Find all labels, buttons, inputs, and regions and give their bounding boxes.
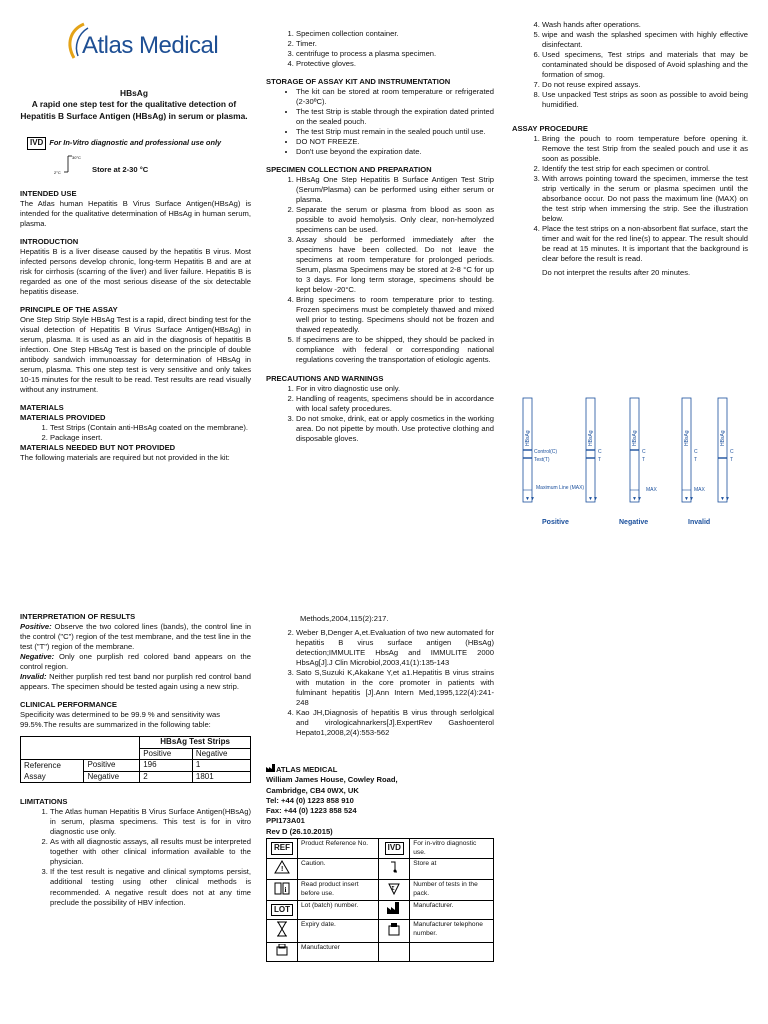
svg-text:▼▼: ▼▼	[684, 496, 694, 502]
list-item: • Don't use beyond the expiration date.	[296, 147, 494, 157]
list-item: 5. If specimens are to be shipped, they should be packed in compliance with federal or corresponding national regulations covering the transportation of etiologic agents.	[296, 335, 494, 365]
thermometer-icon	[52, 154, 82, 176]
list-item: 4. Wash hands after operations.	[542, 20, 748, 30]
product-title-block	[18, 88, 250, 122]
test-strip-illustration	[512, 396, 748, 532]
table-row	[267, 838, 494, 858]
materials-provided-heading: MATERIALS PROVIDED	[20, 413, 106, 423]
table-row	[21, 771, 251, 783]
storage-list	[266, 87, 494, 157]
symbol-label: Caution.	[298, 859, 379, 880]
table-row	[267, 901, 494, 920]
list-item: 1. HBsAg One Step Hepatitis B Surface Antigen Test Strip (Serum/Plasma) can be performed using either serum or plasma.	[296, 175, 494, 205]
manufacturer-name: ATLAS MEDICAL	[276, 765, 338, 775]
strip-label: HBsAg	[720, 430, 726, 446]
list-item: 5. wipe and wash the splashed specimen with highly effective disinfectant.	[542, 30, 748, 50]
list-item: 2. Timer.	[296, 39, 494, 49]
interpretation-heading: INTERPRETATION OF RESULTS	[20, 612, 136, 621]
negative-label: Negative:	[20, 652, 55, 662]
list-item: 3. Assay should be performed immediately after the specimens have been collected. Do not leave the specimens at room temperature for prolonged periods. Serum, plasma Specimens may be stored at 2-8 °C for up to 3 days. For long term storage, specimens should be kept below -20°C.	[296, 235, 494, 295]
symbol-label: Lot (batch) number.	[298, 901, 379, 920]
strip-label: HBsAg	[632, 430, 638, 446]
table-cell: Negative	[84, 771, 140, 783]
list-item: • The test Strip must remain in the sealed pouch until use.	[296, 127, 494, 137]
list-item: 3. Sato S,Suzuki K,Akakane Y,et a1.Hepatitis B virus strains with mutation in the core promoter in patients with fulminant hepatitis [J].Ann Intern Med,1995,122(4):241-248	[296, 668, 494, 708]
list-item: 7. Do not reuse expired assays.	[542, 80, 748, 90]
procedure-heading: ASSAY PROCEDURE	[512, 124, 588, 134]
invalid-caption: Invalid	[688, 519, 711, 526]
t-label: T	[694, 457, 698, 463]
interp-invalid	[20, 672, 251, 692]
reference-1-tail: Methods,2004,115(2):217.	[300, 614, 389, 623]
svg-text:▼▼: ▼▼	[588, 496, 598, 502]
table-title: HBsAg Test Strips	[140, 737, 251, 749]
symbols-table	[266, 838, 494, 962]
list-item: 4. Bring specimens to room temperature prior to testing. Frozen specimens must be completely thawed and mixed well prior to testing. Specimens should not be frozen and thawed repeatedly.	[296, 295, 494, 335]
c-label: C	[642, 449, 646, 455]
symbol-label: For in-vitro diagnostic use.	[410, 838, 494, 858]
list-item: • The test Strip is stable through the expiration dated printed on the sealed pouch.	[296, 107, 494, 127]
row-label: Reference	[21, 760, 84, 772]
t-label: T	[730, 457, 734, 463]
list-item: 6. Used specimens, Test strips and materials that may be contaminated should be disposed of Avoid splashing and the formation of smog.	[542, 50, 748, 80]
manufacturer-icon	[387, 902, 401, 914]
list-item: 1. Specimen collection container.	[296, 29, 494, 39]
list-item: 2. Separate the serum or plasma from blood as soon as possible to avoid hemolysis. Only clear, non-hemolyzed specimens can be used.	[296, 205, 494, 235]
table-row	[267, 880, 494, 901]
store-icon-top: 30°C	[72, 155, 81, 160]
strip-negative	[630, 398, 642, 502]
column-2-bottom	[266, 614, 494, 962]
atlas-medical-logo	[62, 22, 219, 62]
interp-positive	[20, 622, 251, 652]
list-item: 4. Protective gloves.	[296, 59, 494, 69]
table-cell: 2	[140, 771, 193, 783]
svg-text:!: !	[281, 866, 284, 874]
symbol-label: Product Reference No.	[298, 838, 379, 858]
fax-icon	[275, 944, 289, 956]
svg-text:▼▼: ▼▼	[525, 496, 535, 502]
product-subtitle: A rapid one step test for the qualitative detection of Hepatitis B Surface Antigen (HBsAg) in serum or plasma.	[20, 99, 248, 121]
positive-caption: Positive	[542, 519, 569, 526]
list-item: 1. Bring the pouch to room temperature before opening it. Remove the test Strip from the sealed pouch and use it as soon as possible.	[542, 134, 748, 164]
list-item: 3. Do not smoke, drink, eat or apply cosmetics in the working area. Do not pipette by mouth. Use protective clothing and disposable gloves.	[296, 414, 494, 444]
manufacturer-address2: Cambridge, CB4 0WX, UK	[266, 785, 359, 795]
ivd-icon: IVD	[385, 842, 404, 855]
control-line-label: Control(C)	[534, 449, 558, 455]
list-item: • DO NOT FREEZE.	[296, 137, 494, 147]
list-item: 8. Use unpacked Test strips as soon as possible to avoid being humidified.	[542, 90, 748, 110]
max-line-label: Maximum Line (MAX)	[536, 485, 585, 491]
symbol-label: Manufacturer.	[410, 901, 494, 920]
strip-invalid-1	[682, 398, 694, 502]
strip-label: HBsAg	[684, 430, 690, 446]
strip-positive-2	[586, 398, 598, 502]
svg-text:▼▼: ▼▼	[720, 496, 730, 502]
ref-icon: REF	[271, 842, 293, 855]
manufacturer-fax: Fax: +44 (0) 1223 858 524	[266, 806, 357, 816]
principle-heading: PRINCIPLE OF THE ASSAY	[20, 305, 118, 315]
list-item: 1. For in vitro diagnostic use only.	[296, 384, 494, 394]
table-cell: 1801	[192, 771, 250, 783]
column-1-top	[20, 183, 251, 469]
list-item: 2. Identify the test strip for each specimen or control.	[542, 164, 748, 174]
telephone-icon	[387, 922, 401, 936]
ivd-text: For In-Vitro diagnostic and professional use only	[49, 138, 222, 147]
precautions-heading: PRECAUTIONS AND WARNINGS	[266, 373, 384, 383]
list-item: • The kit can be stored at room temperature or refrigerated (2-30ºC).	[296, 87, 494, 107]
manufacturer-name-line	[266, 764, 494, 775]
t-label: T	[598, 457, 602, 463]
procedure-list	[512, 134, 748, 264]
c-label: C	[598, 449, 602, 455]
references-list	[266, 628, 494, 738]
column-2-top	[266, 20, 494, 448]
column-1-bottom	[20, 612, 251, 912]
expiry-hourglass-icon	[275, 921, 289, 937]
intended-use-heading: INTENDED USE	[20, 189, 77, 198]
table-row	[267, 919, 494, 942]
precautions-list-a	[266, 384, 494, 444]
symbol-label: Manufacturer	[298, 942, 379, 961]
svg-text:i: i	[284, 886, 287, 895]
c-label: C	[730, 449, 734, 455]
strip-label: HBsAg	[525, 430, 531, 446]
factory-icon	[266, 764, 276, 772]
clinical-heading: CLINICAL PERFORMANCE	[20, 700, 117, 710]
brand-name: Atlas Medical	[82, 32, 219, 59]
t-label: T	[642, 457, 646, 463]
table-header: Negative	[192, 748, 250, 760]
manufacturer-address1: William James House, Cowley Road,	[266, 775, 398, 785]
c-label: C	[694, 449, 698, 455]
storage-heading: STORAGE OF ASSAY KIT AND INSTRUMENTATION	[266, 77, 451, 87]
symbol-label: Manufacturer telephone number.	[410, 919, 494, 942]
table-row	[21, 760, 251, 772]
introduction-heading: INTRODUCTION	[20, 237, 79, 247]
clinical-table	[20, 736, 251, 783]
not-provided-list	[266, 29, 494, 69]
table-row	[267, 942, 494, 961]
product-name: HBsAg	[120, 88, 148, 98]
list-item: 4. Place the test strips on a non-absorbent flat surface, start the timer and wait for the red line(s) to appear. The result should be read at 15 minutes. It is important that the background is clear before the result is read.	[542, 224, 748, 264]
principle-text: One Step Strip Style HBsAg Test is a rapid, direct binding test for the visual detection of Hepatitis B Virus Surface Antigen(HBsAg) in serum, plasma. It is used as an aid in the diagnosis of hepatitis B infection. One Step HBsAg Test is based on the principle of double antibody sandwich immunoassay for determination of HBsAg in serum, plasma. This one step test is very sensitive and only takes 10-15 minutes for the result to be read. Test results are read visually without any instrument.	[20, 315, 251, 395]
specimen-heading: SPECIMEN COLLECTION AND PREPARATION	[266, 165, 432, 175]
svg-text:Σ: Σ	[391, 886, 395, 893]
manufacturer-block	[266, 764, 494, 837]
list-item: 3. If the test result is negative and clinical symptoms persist, additional testing using other clinical methods is recommended. A negative result does not at any time preclude the possibility of HBV infection.	[50, 867, 251, 907]
table-cell: Positive	[84, 760, 140, 772]
list-item: 3. With arrows pointing toward the specimen, immerse the test strip vertically in the serum or plasma specimen until the absorbance occur. Do not pass the maximum line (MAX) on the test strip when immersing the strip. See the illustration below.	[542, 174, 748, 224]
max-short-label: MAX	[694, 487, 705, 493]
positive-text: Observe the two colored lines (bands), the control line in the control ("C") region of the test membrane, and the test line in the test ("T") region of the membrane.	[20, 622, 251, 652]
store-icon-bottom: 2°C	[54, 170, 61, 175]
store-label: Store at 2-30 °C	[92, 165, 149, 174]
column-3-top	[512, 20, 748, 284]
symbol-label: Expiry date.	[298, 919, 379, 942]
caution-icon	[274, 860, 290, 874]
materials-not-provided-text: The following materials are required but not provided in the kit:	[20, 453, 230, 463]
read-insert-icon	[274, 881, 290, 895]
limitations-heading: LIMITATIONS	[20, 797, 68, 807]
strip-invalid-2	[718, 398, 730, 502]
symbol-label: Number of tests in the pack.	[410, 880, 494, 901]
number-of-tests-icon	[386, 881, 402, 895]
revision: Rev D (26.10.2015)	[266, 826, 333, 836]
test-line-label: Test(T)	[534, 457, 550, 463]
symbol-label: Store at	[410, 859, 494, 880]
lot-icon: LOT	[271, 904, 293, 917]
clinical-text: Specificity was determined to be 99.9 % and sensitivity was 99.5%.The results are summarized in the following table:	[20, 710, 221, 730]
table-cell: 196	[140, 760, 193, 772]
list-item: 2. Weber B,Denger A,et.Evaluation of two new automated for hepatitis B virus surface antigen (HBsAg) detection;IMMULITE HbsAg and IMMULITE 2000 HbsAg[J].J Clin Microbiol,2003,41(1):135-143	[296, 628, 494, 668]
limitations-list	[20, 807, 251, 907]
symbol-label: Read product insert before use.	[298, 880, 379, 901]
materials-provided-list	[20, 423, 251, 443]
table-header: Positive	[140, 748, 193, 760]
table-row	[267, 859, 494, 880]
svg-text:▼▼: ▼▼	[632, 496, 642, 502]
precautions-list-b	[512, 20, 748, 110]
max-short-label: MAX	[646, 487, 657, 493]
document-code: PPI173A01	[266, 816, 305, 826]
list-item: 2. As with all diagnostic assays, all results must be interpreted together with other clinical information available to the physician.	[50, 837, 251, 867]
invalid-label: Invalid:	[20, 672, 47, 682]
interp-negative	[20, 652, 251, 672]
invalid-text: Neither purplish red test band nor purplish red control band appears. The specimen should be tested again using a new strip.	[20, 672, 251, 692]
materials-not-provided-heading: MATERIALS NEEDED BUT NOT PROVIDED	[20, 443, 176, 453]
materials-heading: MATERIALS	[20, 403, 64, 413]
intended-use-text: The Atlas human Hepatitis B Virus Surface Antigen(HBsAg) is intended for the qualitative determination of HBsAg in human serum, plasma.	[20, 199, 251, 229]
list-item: 2. Package insert.	[50, 433, 251, 443]
negative-text: Only one purplish red colored band appears on the control region.	[20, 652, 251, 672]
list-item: 3. centrifuge to process a plasma specimen.	[296, 49, 494, 59]
introduction-text: Hepatitis B is a liver disease caused by the hepatitis B virus. Most infected persons develop chronic, long-term Hepatitis B and are at risk for cirrhosis (scarring of the liver) and liver failure. Hepatitis B is regarded as one of the most serious disease of the six detectable hepatitis disease.	[20, 247, 251, 297]
table-cell: 1	[192, 760, 250, 772]
ivd-symbol: IVD	[27, 137, 46, 150]
list-item: 1. The Atlas human Hepatitis B Virus Surface Antigen(HBsAg) in serum, plasma specimens. This test is for in vitro diagnostic use only.	[50, 807, 251, 837]
list-item: 1. Test Strips (Contain anti-HBsAg coated on the membrane).	[50, 423, 251, 433]
manufacturer-tel: Tel: +44 (0) 1223 858 910	[266, 795, 354, 805]
strip-label: HBsAg	[588, 430, 594, 446]
positive-label: Positive:	[20, 622, 52, 632]
specimen-list	[266, 175, 494, 365]
temperature-limit-icon	[387, 860, 401, 874]
row-label: Assay	[21, 771, 84, 783]
ivd-line	[27, 137, 221, 150]
list-item: 4. Kao JH,Diagnosis of hepatitis B virus through serlolgical and virologicahnarkers[J].ExpertRev Gashoenterol Hepato1,2008,2(4):553-562	[296, 708, 494, 738]
procedure-note: Do not interpret the results after 20 minutes.	[542, 268, 691, 278]
negative-caption: Negative	[619, 519, 649, 526]
list-item: 2. Handling of reagents, specimens should be in accordance with local safety procedures.	[296, 394, 494, 414]
